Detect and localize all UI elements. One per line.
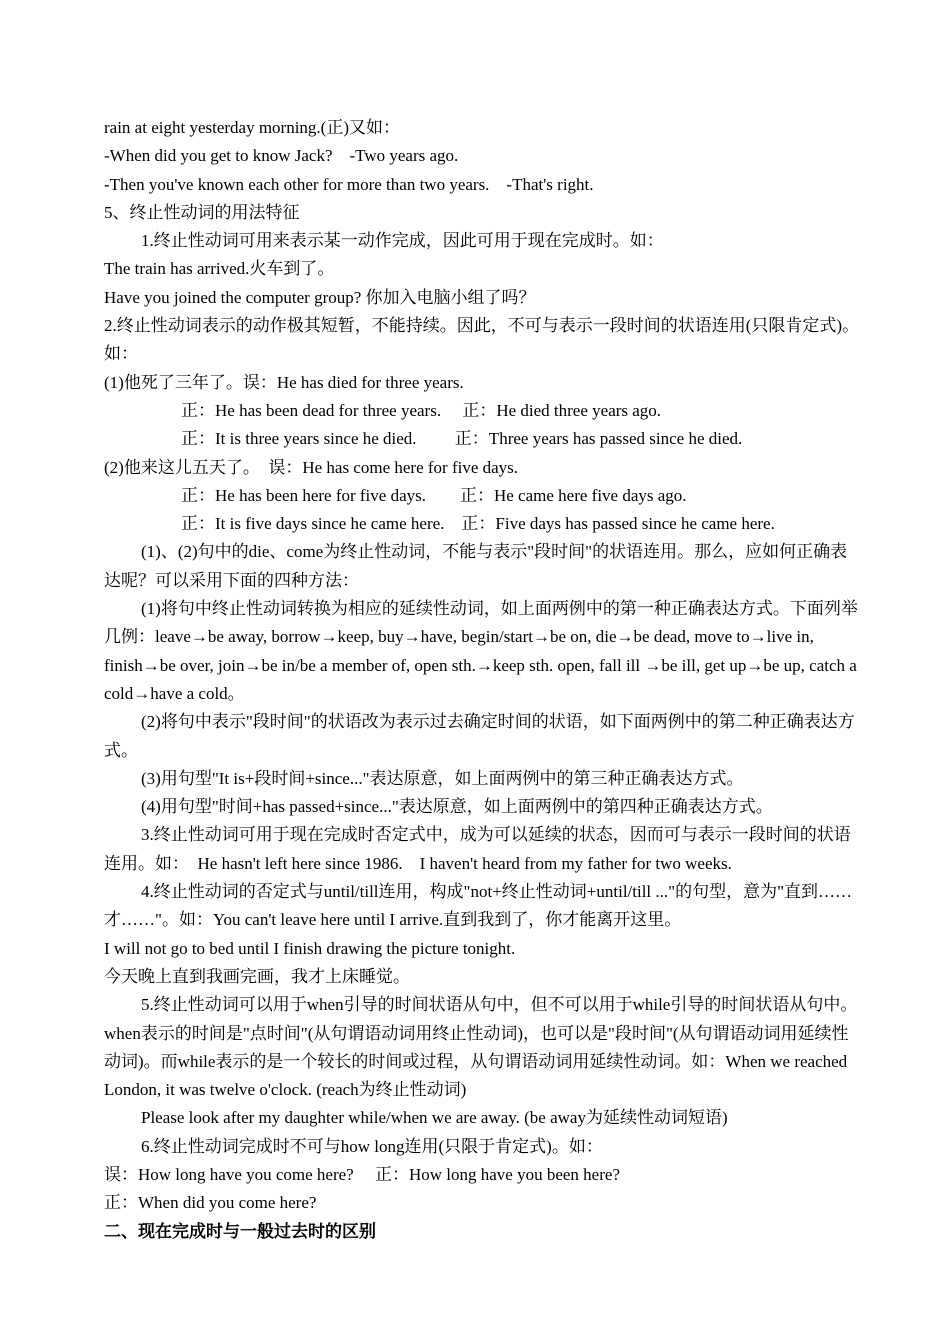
paragraph: 2.终止性动词表示的动作极其短暂，不能持续。因此，不可与表示一段时间的状语连用(只限肯定式)。如： — [104, 316, 860, 364]
example-sentence: (2)他来这儿五天了。 误：He has come here for five days. — [104, 457, 519, 477]
example-sentence: The train has arrived.火车到了。 — [104, 259, 335, 279]
paragraph: (4)用句型"时间+has passed+since..."表达原意，如上面两例中的第四种正确表达方式。 — [141, 797, 773, 817]
example-sentence: I will not go to bed until I finish drawing the picture tonight. — [104, 938, 516, 958]
example-sentence: 误：How long have you come here? 正：How long have you been here? — [104, 1164, 620, 1184]
example-sentence: (1)他死了三年了。误：He has died for three years. — [104, 372, 464, 392]
document-page — [104, 114, 864, 1246]
paragraph: (3)用句型"It is+段时间+since..."表达原意，如上面两例中的第三种正确表达方式。 — [141, 768, 744, 788]
paragraph: 6.终止性动词完成时不可与how long连用(只限于肯定式)。如： — [141, 1136, 603, 1156]
paragraph: (2)将句中表示"段时间"的状语改为表示过去确定时间的状语，如下面两例中的第二种正确表达方式。 — [104, 712, 855, 760]
example-sentence: Please look after my daughter while/when we are away. (be away为延续性动词短语) — [141, 1108, 728, 1128]
example-sentence: 正：It is five days since he came here. 正：Five days has passed since he came here. — [181, 514, 775, 534]
paragraph: 1.终止性动词可用来表示某一动作完成，因此可用于现在完成时。如： — [141, 231, 664, 251]
paragraph: 4.终止性动词的否定式与until/till连用，构成"not+终止性动词+until/till ..."的句型，意为"直到……才……"。如：You can't leave here until I arrive.直到我到了，你才能离开这里。 — [104, 882, 853, 930]
text-line: -When did you get to know Jack? -Two years ago. — [104, 146, 459, 166]
section-heading: 5、终止性动词的用法特征 — [104, 202, 300, 222]
example-sentence: 正：He has been here for five days. 正：He came here five days ago. — [181, 485, 687, 505]
example-sentence: 今天晚上直到我画完画，我才上床睡觉。 — [104, 966, 410, 986]
section-heading: 二、现在完成时与一般过去时的区别 — [104, 1221, 376, 1241]
paragraph: (1)将句中终止性动词转换为相应的延续性动词，如上面两例中的第一种正确表达方式。下面列举几例：leave→be away, borrow→keep, buy→have, begin/start→be on, die→be dead, move to→live in, finish→be over, join→be in/be a member of, open sth.→keep sth. open, fall ill →be ill, get up→be up, catch a cold→have a cold。 — [104, 599, 858, 703]
paragraph: 5.终止性动词可以用于when引导的时间状语从句中，但不可以用于while引导的时间状语从句中。when表示的时间是"点时间"(从句谓语动词用终止性动词)，也可以是"段时间"(从句谓语动词用延续性动词)。而while表示的是一个较长的时间或过程，从句谓语动词用延续性动词。如：When we reached London, it was twelve o'clock. (reach为终止性动词) — [104, 995, 858, 1100]
example-sentence: 正：It is three years since he died. 正：Three years has passed since he died. — [181, 429, 743, 449]
paragraph: (1)、(2)句中的die、come为终止性动词，不能与表示"段时间"的状语连用。那么，应如何正确表达呢？可以采用下面的四种方法： — [104, 542, 848, 590]
example-sentence: 正：When did you come here? — [104, 1193, 317, 1213]
text-line: -Then you've known each other for more than two years. -That's right. — [104, 174, 594, 194]
example-sentence: 正：He has been dead for three years. 正：He died three years ago. — [181, 400, 662, 420]
text-line: rain at eight yesterday morning.(正)又如： — [104, 118, 401, 137]
paragraph: 3.终止性动词可用于现在完成时否定式中，成为可以延续的状态，因而可与表示一段时间的状语连用。如： He hasn't left here since 1986. I haven't heard from my father for two weeks. — [104, 825, 851, 873]
example-sentence: Have you joined the computer group? 你加入电脑小组了吗？ — [104, 287, 536, 307]
